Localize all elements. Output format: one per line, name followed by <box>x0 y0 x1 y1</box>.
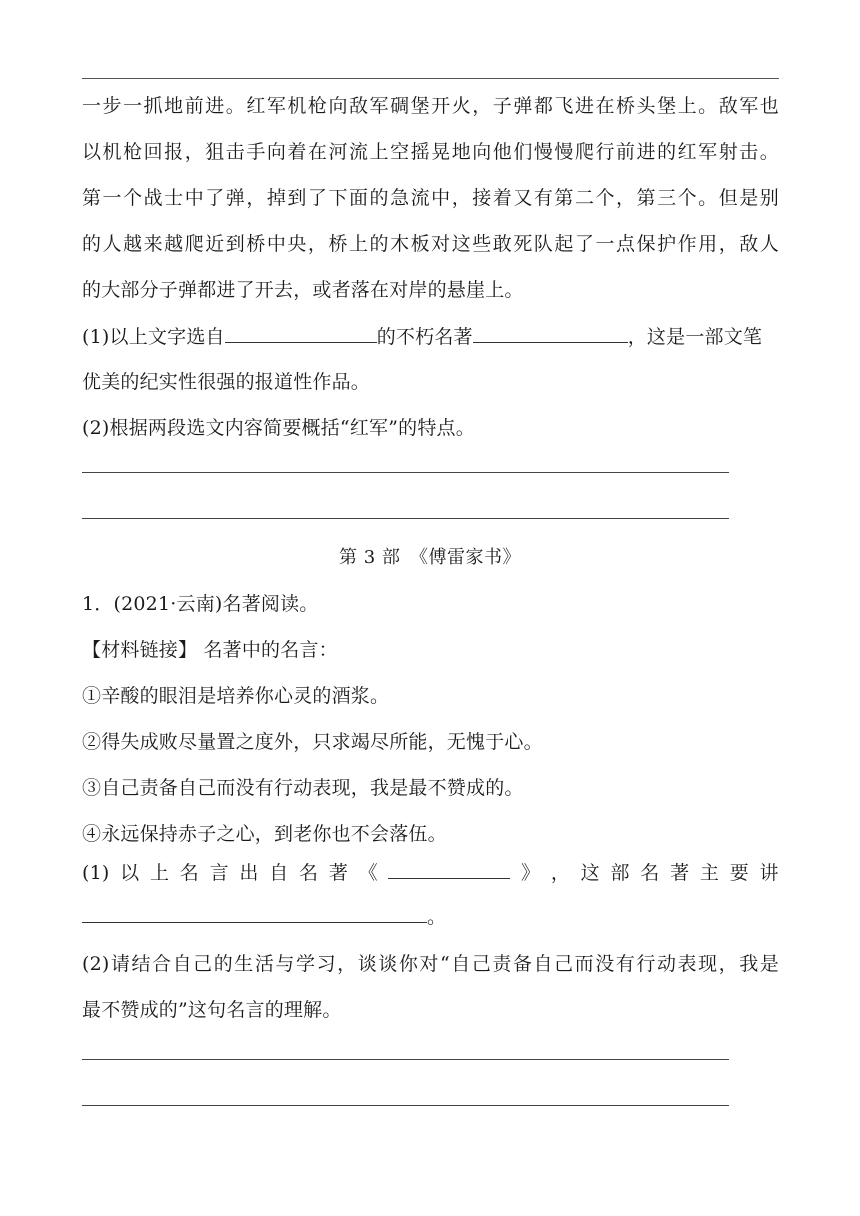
sub-question-2: (2)请结合自己的生活与学习，谈谈你对“自己责备自己而没有行动表现，我是 <box>82 953 779 975</box>
top-divider <box>82 78 779 79</box>
sub-question-2-line2: 最不赞成的”这句名言的理解。 <box>82 999 342 1021</box>
sub-question-1-char: 《 <box>358 862 378 884</box>
passage-line: 的大部分子弹都进了开去，或者落在对岸的悬崖上。 <box>82 279 524 301</box>
answer-line[interactable] <box>82 1059 729 1060</box>
sub-question-1-char: ， <box>550 862 571 884</box>
quote-item: ②得失成败尽量置之度外，只求竭尽所能，无愧于心。 <box>82 731 543 753</box>
answer-blank-book[interactable] <box>473 324 628 343</box>
sub-question-1-char: 讲 <box>759 862 779 884</box>
sub-question-1-char: 这 <box>580 862 600 884</box>
material-intro: 名著中的名言： <box>203 639 338 661</box>
sub-question-1-char: 主 <box>699 862 720 884</box>
item-heading: 1．(2021·云南)名著阅读。 <box>82 593 319 615</box>
answer-line[interactable] <box>82 1105 729 1106</box>
sub-question-1-char: 著 <box>328 862 349 884</box>
quote-item: ①辛酸的眼泪是培养你心灵的酒浆。 <box>82 685 390 707</box>
sub-question-1-char: 名 <box>179 862 199 884</box>
quote-item: ④永远保持赤子之心，到老你也不会落伍。 <box>82 823 447 845</box>
sub-question-1-char: 自 <box>269 862 289 884</box>
sub-question-1-char: (1) <box>82 862 110 884</box>
passage-line: 一步一抓地前进。红军机枪向敌军碉堡开火，子弹都飞进在桥头堡上。敌军也 <box>82 95 779 117</box>
passage-line: 的人越来越爬近到桥中央，桥上的木板对这些敢死队起了一点保护作用，敌人 <box>82 233 779 255</box>
quote-item: ③自己责备自己而没有行动表现，我是最不赞成的。 <box>82 777 524 799</box>
answer-blank-source[interactable] <box>225 324 377 343</box>
question-2: (2)根据两段选文内容简要概括“红军”的特点。 <box>82 417 475 439</box>
answer-line[interactable] <box>82 518 729 519</box>
sub-question-1-char: 要 <box>729 862 749 884</box>
passage-line: 以机枪回报，狙击手向着在河流上空摇晃地向他们慢慢爬行前进的红军射击。 <box>82 141 779 163</box>
sub-question-1-end: 。 <box>427 906 447 928</box>
question-1-line2: 优美的纪实性很强的报道性作品。 <box>82 371 371 393</box>
question-1 <box>82 324 762 349</box>
answer-line[interactable] <box>82 472 729 473</box>
passage-line: 第一个战士中了弹，掉到了下面的急流中，接着又有第二个，第三个。但是别 <box>82 187 779 209</box>
sub-question-1-char: 》 <box>521 862 541 884</box>
sub-question-1-char: 部 <box>610 862 630 884</box>
material-link <box>82 638 338 662</box>
sub-question-1-char: 言 <box>209 862 229 884</box>
sub-question-1-char: 名 <box>640 862 660 884</box>
sub-question-1-char: 出 <box>239 862 259 884</box>
answer-blank-content[interactable] <box>82 904 427 923</box>
sub-question-1 <box>82 860 779 885</box>
question-1-middle: 的不朽名著 <box>376 326 473 348</box>
sub-question-1-char: 上 <box>149 862 170 884</box>
answer-blank-book-title[interactable] <box>388 860 510 879</box>
sub-question-1-char: 著 <box>670 862 690 884</box>
question-1-prefix: (1)以上文字选自 <box>82 326 225 348</box>
sub-question-1-char: 名 <box>299 862 319 884</box>
material-label: 【材料链接】 <box>82 639 198 661</box>
question-1-suffix: ，这是一部文笔 <box>627 326 763 348</box>
section-title: 第 3 部 《傅雷家书》 <box>339 547 521 568</box>
sub-question-1-line2 <box>82 904 446 929</box>
sub-question-1-char: 以 <box>120 862 140 884</box>
